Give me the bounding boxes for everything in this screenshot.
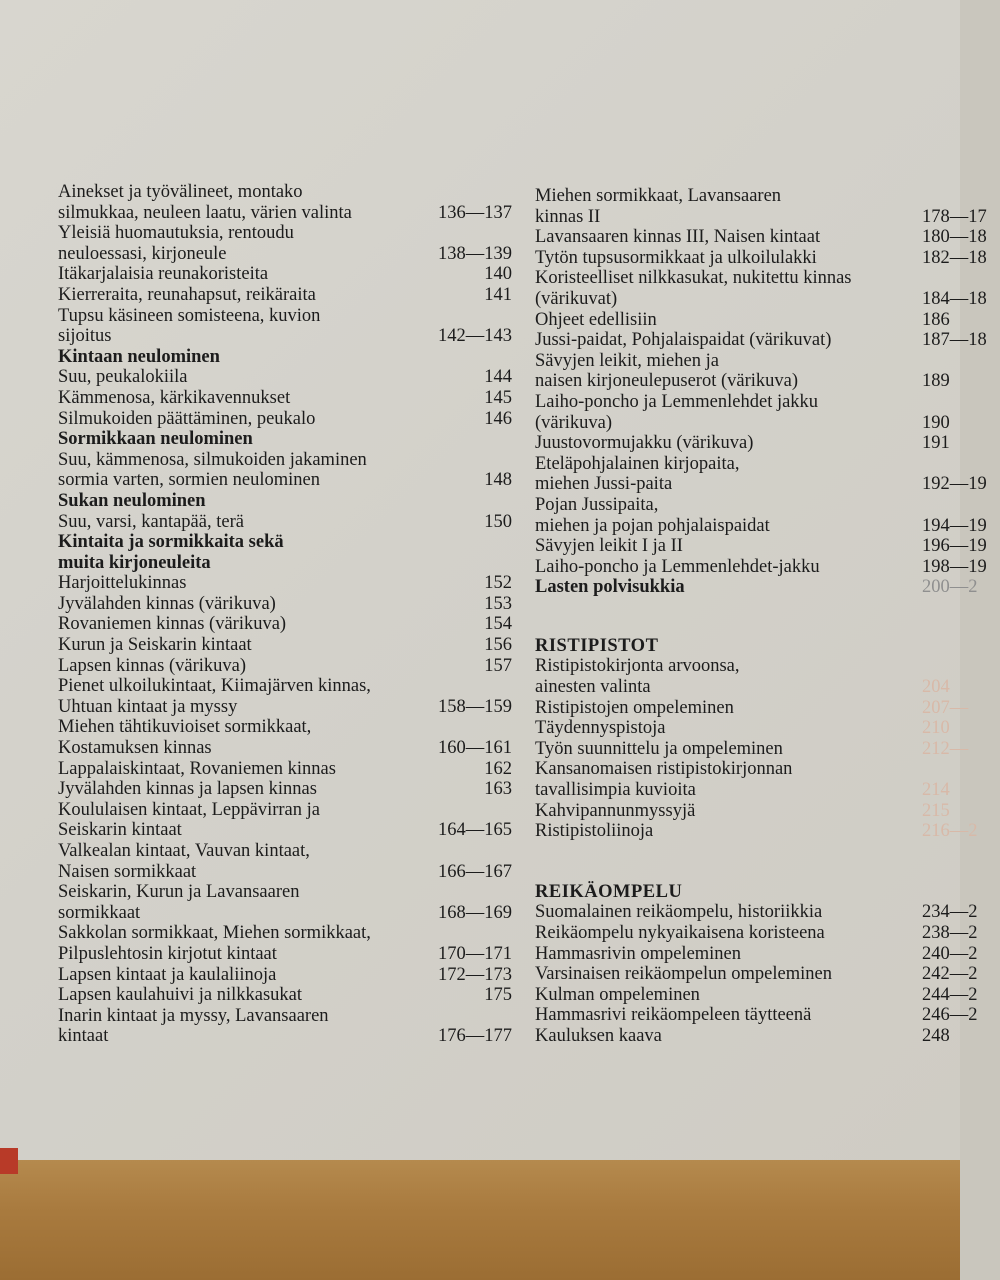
- toc-entry-pages: 240—2: [922, 943, 978, 964]
- toc-entry-pages: 187—18: [922, 330, 987, 351]
- toc-entry-pages: 248: [922, 1025, 950, 1046]
- toc-entry-pages: 212—: [922, 738, 969, 759]
- toc-entry: [535, 330, 987, 351]
- toc-entry: [58, 841, 518, 882]
- toc-entry-pages: 157: [484, 655, 512, 676]
- toc-entry-title: Ainekset ja työvälineet, montako silmukkaa, neuleen laatu, värien valinta: [58, 182, 352, 223]
- toc-entry-title: Miehen tähtikuvioiset sormikkaat, Kostamuksen kinnas: [58, 717, 312, 759]
- toc-entry-title: Jyvälahden kinnas (värikuva): [58, 593, 276, 614]
- toc-entry-pages: 140: [484, 264, 512, 285]
- toc-entry: [535, 923, 978, 944]
- toc-entry: [58, 264, 518, 285]
- toc-entry: [535, 902, 978, 923]
- toc-right-column: [535, 186, 987, 1047]
- toc-entry-pages: 138—139: [438, 243, 512, 264]
- toc-entry-pages: 178—17: [922, 206, 987, 227]
- toc-entry: [58, 985, 518, 1006]
- toc-entry-title: Sävyjen leikit, miehen ja naisen kirjoneulepuserot (värikuva): [535, 350, 799, 392]
- toc-entry-title: Kulman ompeleminen: [535, 984, 700, 1005]
- toc-entry-title: Laiho-poncho ja Lemmenlehdet jakku (värikuva): [535, 391, 819, 433]
- toc-entry-pages: 146: [484, 408, 512, 429]
- toc-entry: [58, 614, 518, 635]
- toc-entry: [58, 367, 518, 388]
- toc-entry: [58, 923, 518, 964]
- toc-entry-pages: 150: [484, 511, 512, 532]
- toc-entry-title: Jyvälahden kinnas ja lapsen kinnas: [58, 779, 317, 800]
- toc-entry-pages: 142—143: [438, 326, 512, 347]
- toc-entry: [58, 285, 518, 306]
- toc-entry-pages: 153: [484, 593, 512, 614]
- toc-entry: [58, 676, 518, 717]
- toc-entry-pages: 175: [484, 985, 512, 1006]
- toc-entry-title: Tytön tupsusormikkaat ja ulkoilulakki: [535, 247, 817, 268]
- toc-entry: [58, 779, 518, 800]
- toc-entry-pages: 158—159: [438, 696, 512, 717]
- toc-entry: [535, 453, 987, 495]
- toc-entry-title: Suu, varsi, kantapää, terä: [58, 511, 244, 532]
- toc-entry-title: Varsinaisen reikäompelun ompeleminen: [535, 964, 832, 985]
- toc-entry-pages: 246—2: [922, 1005, 978, 1026]
- toc-entry-title: Miehen sormikkaat, Lavansaaren kinnas II: [535, 186, 782, 227]
- toc-entry: [58, 759, 518, 780]
- toc-entry-title: Pienet ulkoilukintaat, Kiimajärven kinnas, Uhtuan kintaat ja myssy: [58, 676, 371, 717]
- toc-entry-pages: 180—18: [922, 227, 987, 248]
- toc-entry: [535, 1005, 978, 1026]
- toc-entry-pages: 215: [922, 800, 950, 821]
- toc-entry-title: Suomalainen reikäompelu, historiikkia: [535, 902, 823, 923]
- toc-entry-title: Lavansaaren kinnas III, Naisen kintaat: [535, 227, 821, 248]
- toc-entry-title: Harjoittelukinnas: [58, 573, 187, 594]
- toc-entry: [58, 223, 518, 264]
- toc-entry: [535, 577, 978, 598]
- toc-entry-title: Kauluksen kaava: [535, 1025, 662, 1046]
- toc-entry: [58, 717, 518, 758]
- toc-entry-title: Inarin kintaat ja myssy, Lavansaaren kintaat: [58, 1005, 329, 1047]
- toc-entry-title: Suu, kämmenosa, silmukoiden jakaminen sormia varten, sormien neulominen: [58, 449, 367, 491]
- toc-entry-title: Juustovormujakku (värikuva): [535, 433, 754, 454]
- toc-entry: [58, 409, 518, 430]
- toc-entry-title: Pojan Jussipaita, miehen ja pojan pohjalaispaidat: [535, 494, 770, 536]
- toc-entry: [58, 965, 518, 986]
- toc-entry: [58, 388, 518, 409]
- toc-entry-title: Itäkarjalaisia reunakoristeita: [58, 264, 269, 285]
- toc-entry: [535, 656, 960, 697]
- toc-entry-pages: 189: [922, 371, 950, 392]
- toc-entry-title: Lappalaiskintaat, Rovaniemen kinnas: [58, 758, 336, 779]
- toc-entry: [58, 635, 518, 656]
- toc-entry: [535, 433, 960, 454]
- toc-entry: [58, 1006, 518, 1047]
- toc-entry: [58, 450, 518, 491]
- toc-entry-title: Lapsen kaulahuivi ja nilkkasukat: [58, 985, 303, 1006]
- toc-entry-title: Rovaniemen kinnas (värikuva): [58, 614, 287, 635]
- toc-entry: [535, 392, 960, 433]
- toc-entry: [535, 536, 987, 557]
- toc-entry-pages: 145: [484, 387, 512, 408]
- toc-entry-pages: 170—171: [438, 943, 512, 964]
- toc-entry-title: Reikäompelu nykyaikaisena koristeena: [535, 923, 825, 943]
- toc-entry-title: Eteläpohjalainen kirjopaita, miehen Jussi-paita: [535, 453, 740, 495]
- toc-section-heading: Kintaan neulominen: [58, 346, 220, 367]
- toc-entry: [535, 310, 960, 331]
- toc-entry-pages: 192—19: [922, 474, 987, 495]
- toc-entry-pages: 162: [484, 758, 512, 779]
- toc-entry-pages: 198—19: [922, 556, 987, 577]
- toc-entry-title: Koululaisen kintaat, Leppävirran ja Seiskarin kintaat: [58, 799, 320, 841]
- toc-left-column: [58, 182, 518, 1047]
- toc-entry: [535, 759, 960, 800]
- toc-entry-title: Kahvipannunmyssyjä: [535, 800, 696, 821]
- toc-entry: [535, 821, 978, 842]
- toc-entry: [58, 882, 518, 923]
- toc-entry: [58, 306, 518, 347]
- toc-entry-pages: 194—19: [922, 515, 987, 536]
- toc-entry-pages: 176—177: [438, 1026, 512, 1047]
- toc-section-heading: Kintaita ja sormikkaita sekä muita kirjoneuleita: [58, 532, 284, 573]
- toc-entry-pages: 196—19: [922, 536, 987, 557]
- toc-entry-pages: 160—161: [438, 738, 512, 759]
- toc-entry-pages: 154: [484, 614, 512, 635]
- toc-entry-title: Hammasrivin ompeleminen: [535, 943, 742, 964]
- toc-chapter-heading: REIKÄOMPELU: [535, 881, 683, 902]
- toc-entry-pages: 191: [922, 433, 950, 454]
- toc-entry-pages: 152: [484, 573, 512, 594]
- toc-entry-title: Kurun ja Seiskarin kintaat: [58, 635, 252, 656]
- toc-entry-title: Jussi-paidat, Pohjalaispaidat (värikuvat): [535, 330, 832, 351]
- toc-entry-title: Ristipistoliinoja: [535, 821, 654, 842]
- toc-section-heading: Sukan neulominen: [58, 490, 206, 511]
- toc-entry: [58, 800, 518, 841]
- toc-entry-pages: 182—18: [922, 247, 987, 268]
- toc-entry-title: Kämmenosa, kärkikavennukset: [58, 387, 291, 408]
- toc-entry-title: Täydennyspistoja: [535, 718, 666, 739]
- toc-entry: [58, 656, 518, 677]
- toc-entry-pages: 200—2: [922, 577, 978, 598]
- toc-entry-title: Seiskarin, Kurun ja Lavansaaren sormikkaat: [58, 882, 300, 923]
- toc-entry-pages: 244—2: [922, 984, 978, 1005]
- toc-entry: [58, 182, 518, 223]
- toc-entry-pages: 136—137: [438, 202, 512, 223]
- toc-entry-title: Lapsen kinnas (värikuva): [58, 655, 247, 676]
- toc-entry-title: Lapsen kintaat ja kaulaliinoja: [58, 964, 277, 985]
- toc-entry-title: Sakkolan sormikkaat, Miehen sormikkaat, Pilpuslehtosin kirjotut kintaat: [58, 923, 371, 964]
- toc-entry: [58, 594, 518, 615]
- toc-entry-pages: 186: [922, 309, 950, 330]
- toc-entry: [535, 494, 987, 536]
- toc-entry: [535, 943, 978, 965]
- toc-entry-title: Silmukoiden päättäminen, peukalo: [58, 408, 316, 429]
- toc-entry-title: Lasten polvisukkia: [535, 577, 685, 598]
- toc-entry: [535, 964, 978, 985]
- toc-entry-title: Ohjeet edellisiin: [535, 309, 657, 330]
- toc-entry-pages: 144: [484, 367, 512, 388]
- toc-entry-title: Sävyjen leikit I ja II: [535, 536, 683, 557]
- toc-entry-pages: 210: [922, 718, 950, 739]
- toc-entry-title: Ristipistokirjonta arvoonsa, ainesten valinta: [535, 656, 740, 698]
- toc-entry-pages: 148: [484, 470, 512, 491]
- toc-entry-title: Työn suunnittelu ja ompeleminen: [535, 738, 783, 759]
- toc-entry-pages: 164—165: [438, 820, 512, 841]
- toc-entry-pages: 238—2: [922, 923, 978, 943]
- wooden-table: [0, 1160, 960, 1280]
- toc-entry: [535, 247, 987, 269]
- book-spine-edge: [0, 1148, 18, 1174]
- toc-entry: [535, 718, 960, 739]
- toc-entry-pages: 242—2: [922, 964, 978, 985]
- toc-entry-title: Laiho-poncho ja Lemmenlehdet-jakku: [535, 556, 820, 577]
- toc-entry: [535, 738, 969, 760]
- toc-entry: [535, 268, 987, 309]
- toc-entry-pages: 216—2: [922, 821, 978, 842]
- toc-entry: [535, 186, 987, 227]
- toc-entry-pages: 166—167: [438, 861, 512, 882]
- toc-entry-pages: 156: [484, 635, 512, 656]
- toc-entry-pages: 163: [484, 779, 512, 800]
- toc-entry-title: Yleisiä huomautuksia, rentoudu neuloessasi, kirjoneule: [58, 223, 294, 264]
- toc-entry-pages: 204: [922, 677, 950, 698]
- toc-entry-title: Hammasrivi reikäompeleen täytteenä: [535, 1005, 812, 1026]
- toc-entry: [535, 801, 960, 822]
- toc-entry-pages: 207—: [922, 697, 969, 718]
- toc-entry-pages: 234—2: [922, 902, 978, 923]
- toc-entry-pages: 190: [922, 412, 950, 433]
- toc-entry-title: Valkealan kintaat, Vauvan kintaat, Naisen sormikkaat: [58, 841, 310, 882]
- toc-entry: [535, 984, 978, 1006]
- toc-entry: [58, 573, 518, 594]
- toc-section-heading: Sormikkaan neulominen: [58, 429, 253, 450]
- toc-entry-pages: 168—169: [438, 902, 512, 923]
- toc-chapter-heading: RISTIPISTOT: [535, 635, 659, 656]
- toc-entry-title: Kansanomaisen ristipistokirjonnan tavallisimpia kuvioita: [535, 759, 793, 801]
- toc-entry-title: Koristeelliset nilkkasukat, nukitettu kinnas (värikuvat): [535, 268, 852, 309]
- toc-entry: [535, 697, 969, 719]
- toc-entry-pages: 184—18: [922, 288, 987, 309]
- toc-entry: [535, 351, 960, 392]
- toc-entry-pages: 214: [922, 780, 950, 801]
- toc-entry: [58, 512, 518, 533]
- toc-entry-pages: 141: [484, 284, 512, 305]
- toc-entry-pages: 172—173: [438, 964, 512, 985]
- toc-entry: [535, 227, 987, 248]
- toc-entry-title: Kierreraita, reunahapsut, reikäraita: [58, 284, 316, 305]
- toc-entry-title: Tupsu käsineen somisteena, kuvion sijoitus: [58, 305, 321, 347]
- toc-entry: [535, 556, 987, 578]
- toc-entry-title: Suu, peukalokiila: [58, 367, 188, 388]
- toc-entry: [535, 1026, 960, 1047]
- toc-entry-title: Ristipistojen ompeleminen: [535, 697, 734, 718]
